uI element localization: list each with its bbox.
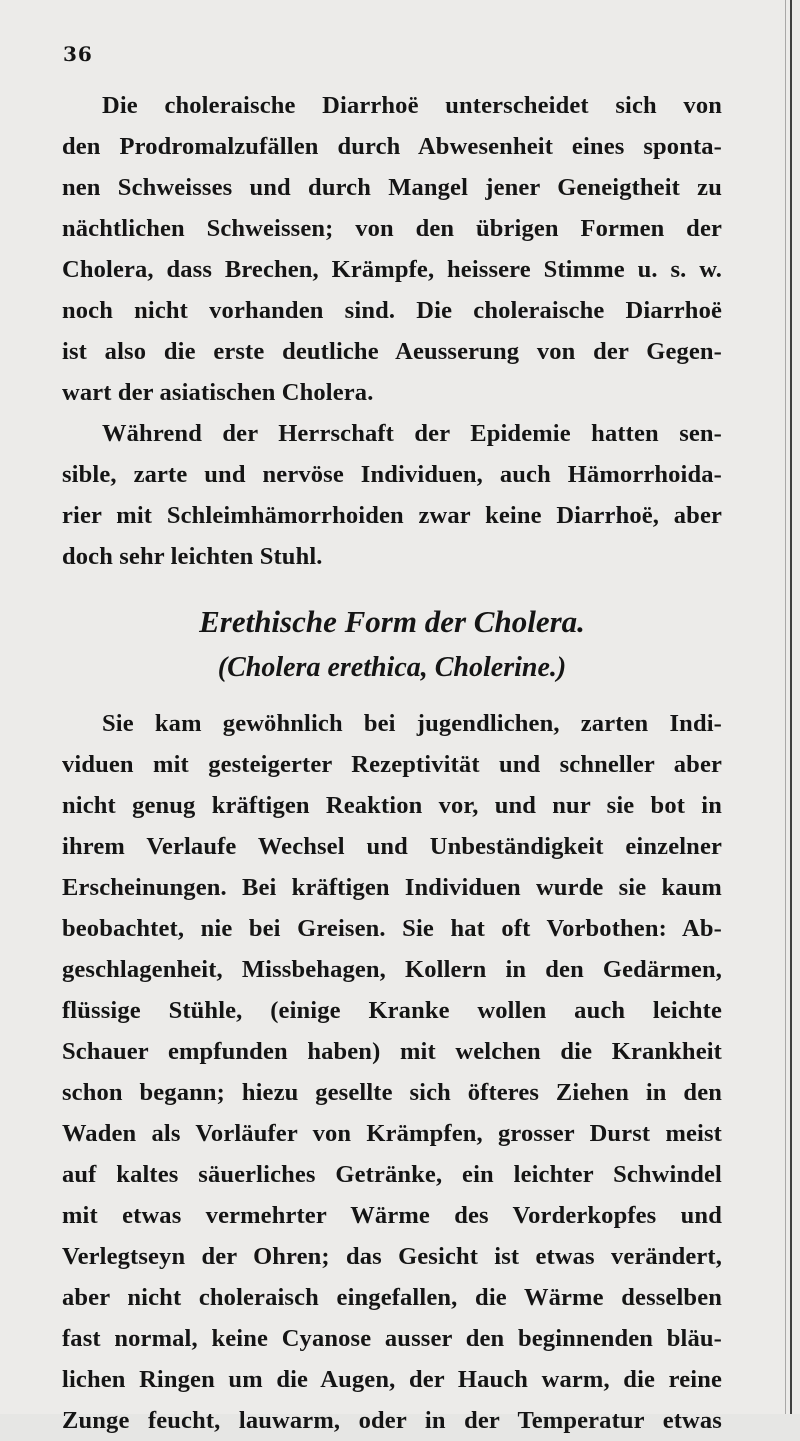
- section-subheading: (Cholera erethica, Cholerine.): [217, 652, 567, 683]
- text-line: flüssige Stühle, (einige Kranke wollen auch leichte: [62, 997, 722, 1024]
- text-line: schon begann; hiezu gesellte sich öfteres Ziehen in den: [62, 1079, 722, 1106]
- text-line: den Prodromalzufällen durch Abwesenheit eines sponta-: [62, 133, 722, 160]
- text-line: rier mit Schleimhämorrhoiden zwar keine Diarrhoë, aber: [62, 502, 722, 529]
- body-text: [62, 85, 722, 1441]
- text-line: Während der Herrschaft der Epidemie hatten sen-: [102, 420, 722, 447]
- page-edge-shadow: [790, 0, 792, 1414]
- text-line: noch nicht vorhanden sind. Die choleraische Diarrhoë: [62, 297, 722, 324]
- text-line: Die choleraische Diarrhoë unterscheidet sich von: [102, 92, 722, 119]
- text-line: Schauer empfunden haben) mit welchen die Krankheit: [62, 1038, 722, 1065]
- text-line: fast normal, keine Cyanose ausser den beginnenden bläu-: [62, 1325, 722, 1352]
- text-line: Cholera, dass Brechen, Krämpfe, heissere Stimme u. s. w.: [62, 256, 722, 283]
- page-number: 36: [63, 42, 93, 66]
- text-line: ihrem Verlaufe Wechsel und Unbeständigkeit einzelner: [62, 833, 722, 860]
- text-line: ist also die erste deutliche Aeusserung von der Gegen-: [62, 338, 722, 365]
- text-line: geschlagenheit, Missbehagen, Kollern in den Gedärmen,: [62, 956, 722, 983]
- text-line: Zunge feucht, lauwarm, oder in der Temperatur etwas: [62, 1407, 722, 1434]
- text-line: nen Schweisses und durch Mangel jener Geneigtheit zu: [62, 174, 722, 201]
- text-line: doch sehr leichten Stuhl.: [62, 543, 323, 570]
- text-line: wart der asiatischen Cholera.: [62, 379, 374, 406]
- text-line: lichen Ringen um die Augen, der Hauch warm, die reine: [62, 1366, 722, 1393]
- text-line: mit etwas vermehrter Wärme des Vorderkopfes und: [62, 1202, 722, 1229]
- text-line: aber nicht choleraisch eingefallen, die Wärme desselben: [62, 1284, 722, 1311]
- text-line: Waden als Vorläufer von Krämpfen, grosser Durst meist: [62, 1120, 722, 1147]
- text-line: viduen mit gesteigerter Rezeptivität und schneller aber: [62, 751, 722, 778]
- text-line: auf kaltes säuerliches Getränke, ein leichter Schwindel: [62, 1161, 722, 1188]
- section-heading: Erethische Form der Cholera.: [199, 604, 585, 639]
- text-line: sible, zarte und nervöse Individuen, auch Hämorrhoida-: [62, 461, 722, 488]
- text-line: Verlegtseyn der Ohren; das Gesicht ist etwas verändert,: [62, 1243, 722, 1270]
- page-edge-line: [785, 0, 786, 1414]
- text-line: Erscheinungen. Bei kräftigen Individuen wurde sie kaum: [62, 874, 722, 901]
- text-line: nächtlichen Schweissen; von den übrigen Formen der: [62, 215, 722, 242]
- text-line: beobachtet, nie bei Greisen. Sie hat oft Vorbothen: Ab-: [62, 915, 722, 942]
- text-line: nicht genug kräftigen Reaktion vor, und nur sie bot in: [62, 792, 722, 819]
- text-line: Sie kam gewöhnlich bei jugendlichen, zarten Indi-: [102, 710, 722, 737]
